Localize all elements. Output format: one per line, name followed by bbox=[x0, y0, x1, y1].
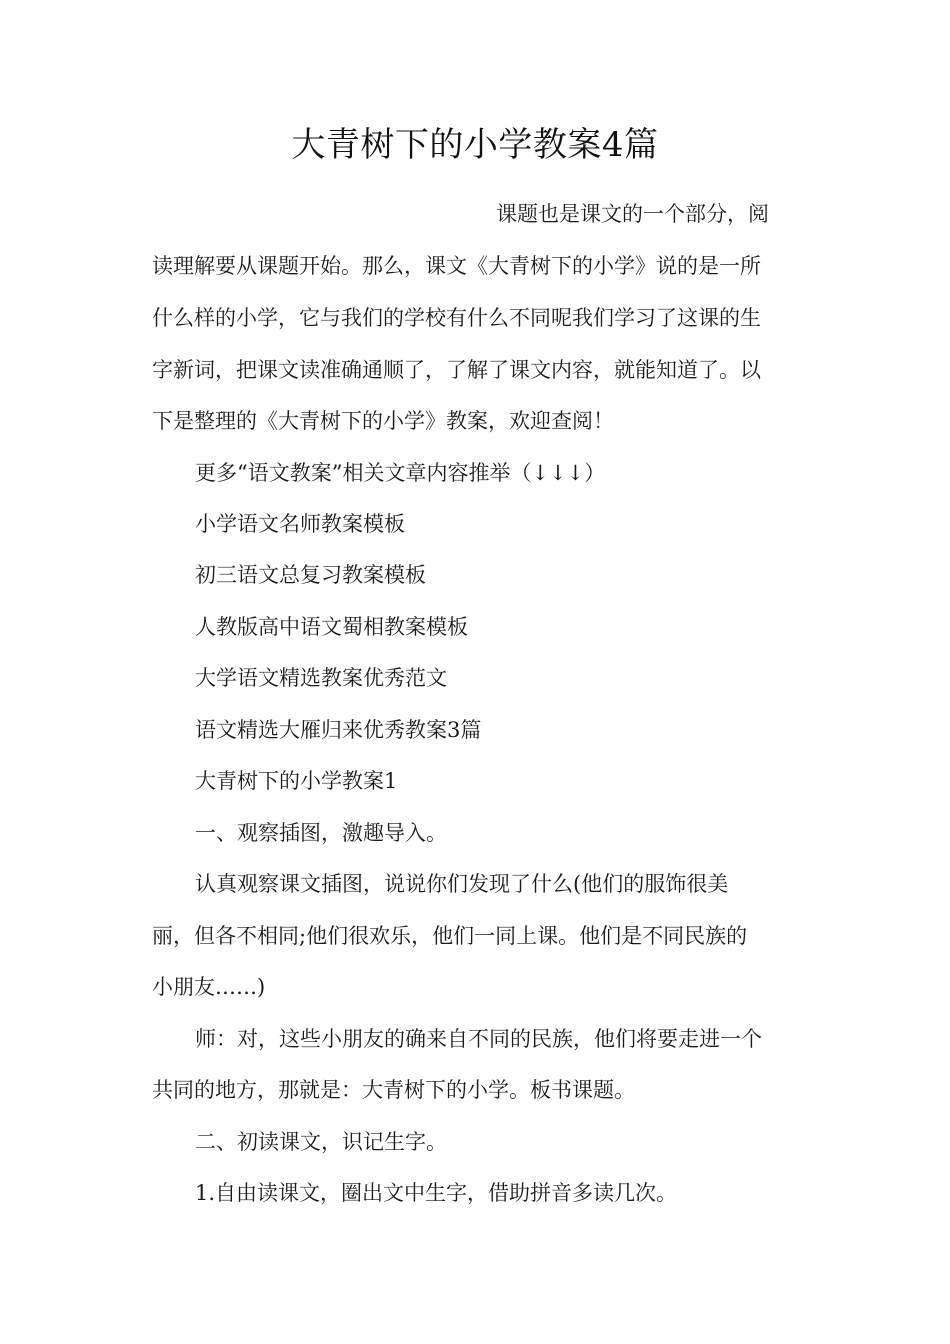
related-link[interactable]: 初三语文总复习教案模板 bbox=[195, 563, 426, 587]
more-articles-heading: 更多“语文教案”相关文章内容推举（↓↓↓） bbox=[195, 461, 606, 485]
intro-line-2: 读理解要从课题开始。那么，课文《大青树下的小学》说的是一所 bbox=[152, 254, 761, 278]
step-two-title: 二、初读课文，识记生字。 bbox=[195, 1130, 447, 1154]
related-link[interactable]: 语文精选大雁归来优秀教案3篇 bbox=[195, 718, 482, 742]
related-link[interactable]: 人教版高中语文蜀相教案模板 bbox=[195, 615, 468, 639]
document-title: 大青树下的小学教案4篇 bbox=[291, 125, 659, 165]
step-one-title: 一、观察插图，激趣导入。 bbox=[195, 821, 447, 845]
related-link[interactable]: 大学语文精选教案优秀范文 bbox=[195, 666, 447, 690]
intro-line-5: 下是整理的《大青树下的小学》教案，欢迎查阅！ bbox=[152, 409, 614, 433]
teacher-line-1: 师：对，这些小朋友的确来自不同的民族，他们将要走进一个 bbox=[195, 1027, 762, 1051]
intro-line-3: 什么样的小学，它与我们的学校有什么不同呢我们学习了这课的生 bbox=[152, 306, 761, 330]
step-one-line-1: 认真观察课文插图，说说你们发现了什么(他们的服饰很美 bbox=[195, 872, 729, 896]
section-title: 大青树下的小学教案1 bbox=[195, 769, 398, 793]
related-link[interactable]: 小学语文名师教案模板 bbox=[195, 512, 405, 536]
teacher-line-2: 共同的地方，那就是：大青树下的小学。板书课题。 bbox=[152, 1078, 635, 1102]
intro-line-1: 课题也是课文的一个部分，阅 bbox=[496, 202, 769, 226]
step-one-line-2: 丽，但各不相同;他们很欢乐，他们一同上课。他们是不同民族的 bbox=[152, 924, 748, 948]
step-two-item-1: 1.自由读课文，圈出文中生字，借助拼音多读几次。 bbox=[195, 1181, 678, 1205]
intro-line-4: 字新词，把课文读准确通顺了，了解了课文内容，就能知道了。以 bbox=[152, 358, 761, 382]
step-one-line-3: 小朋友……) bbox=[152, 975, 266, 999]
